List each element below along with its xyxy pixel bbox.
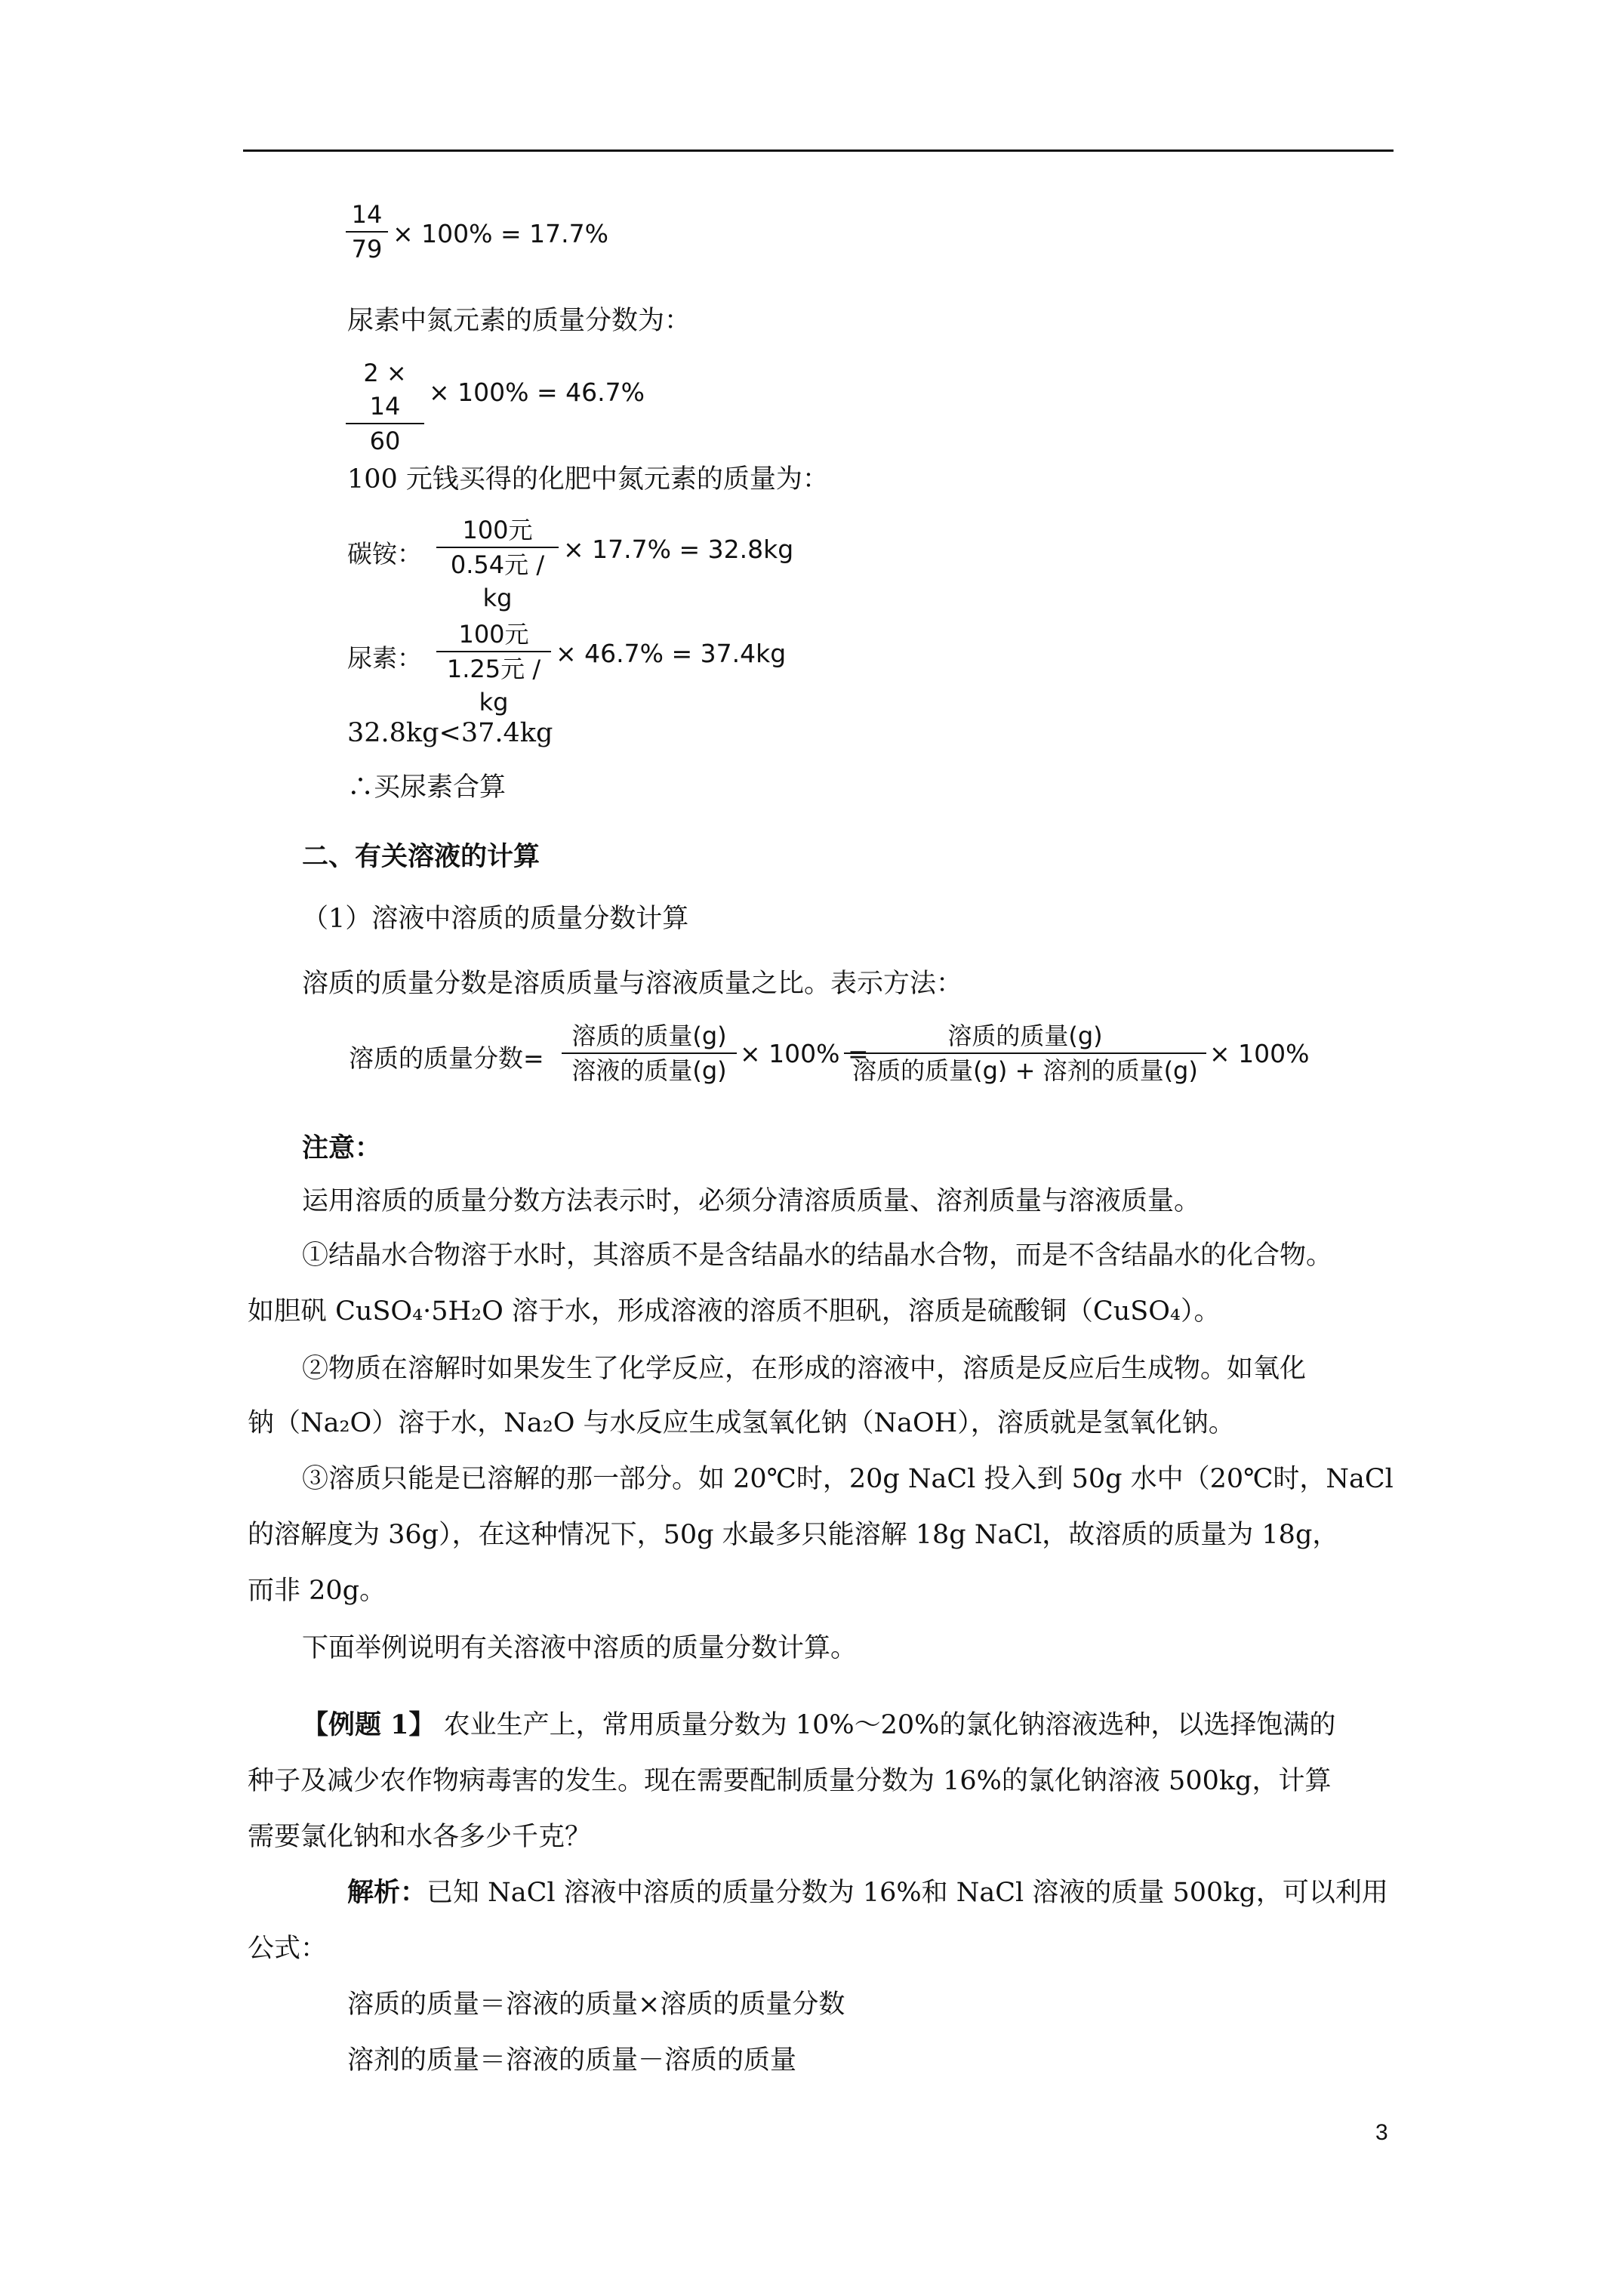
fraction-denominator: 79	[351, 235, 383, 264]
header-rule	[243, 149, 1394, 152]
note3-line2: 的溶解度为 36g），在这种情况下，50g 水最多只能溶解 18g NaCl，故溶质的质量为 18g，	[248, 1520, 1339, 1550]
fraction-denominator: 0.54元 / kg	[450, 550, 545, 612]
fraction-denominator: 溶质的质量(g) + 溶剂的质量(g)	[852, 1056, 1198, 1085]
formula-solvent: 溶剂的质量＝溶液的质量－溶质的质量	[347, 2045, 797, 2076]
formula-tail: × 100%	[1209, 1039, 1310, 1068]
example-text: 农业生产上，常用质量分数为 10%～20%的氯化钠溶液选种，以选择饱满的	[435, 1710, 1336, 1740]
fraction-denominator: 溶液的质量(g)	[571, 1056, 727, 1085]
fraction-numerator: 2 × 14	[363, 359, 407, 421]
fraction-numerator: 溶质的质量(g)	[571, 1022, 727, 1050]
fraction-urea	[346, 356, 424, 458]
fraction-niao	[436, 618, 551, 719]
urea-label: 尿素中氮元素的质量分数为：	[347, 306, 691, 336]
conclusion-line: ∴买尿素合算	[347, 772, 507, 803]
section-heading: 二、有关溶液的计算	[302, 841, 540, 872]
fraction-numerator: 100元	[462, 516, 533, 544]
analysis-line1	[347, 1875, 1388, 1910]
example1-line1	[302, 1708, 1335, 1743]
per100-label: 100 元钱买得的化肥中氮元素的质量为：	[347, 464, 829, 495]
fraction-formula-2	[844, 1019, 1206, 1087]
page-number: 3	[1375, 2120, 1388, 2145]
analysis-label: 解析：	[347, 1877, 427, 1908]
example-intro: 下面举例说明有关溶液中溶质的质量分数计算。	[302, 1633, 858, 1663]
equation-rhs: × 46.7% = 37.4kg	[556, 639, 787, 668]
note2-line2: 钠（Na₂O）溶于水，Na₂O 与水反应生成氢氧化钠（NaOH），溶质就是氢氧化钠。	[248, 1408, 1235, 1438]
note-intro: 运用溶质的质量分数方法表示时，必须分清溶质质量、溶剂质量与溶液质量。	[302, 1186, 1201, 1216]
subsection-title: （1）溶液中溶质的质量分数计算	[302, 904, 689, 934]
note-title: 注意：	[302, 1133, 382, 1163]
example-label: 【例题 1】	[302, 1709, 436, 1740]
analysis-line2: 公式：	[248, 1934, 328, 1964]
note3-line3: 而非 20g。	[248, 1576, 387, 1606]
formula-mid: × 100% =	[740, 1039, 869, 1068]
note2-line1: ②物质在溶解时如果发生了化学反应，在形成的溶液中，溶质是反应后生成物。如氧化	[302, 1354, 1307, 1384]
tan-label: 碳铵：	[347, 539, 422, 569]
fraction-numerator: 100元	[458, 620, 529, 649]
fraction-nh4hco3	[346, 198, 388, 266]
note1-line1: ①结晶水合物溶于水时，其溶质不是含结晶水的结晶水合物，而是不含结晶水的化合物。	[302, 1240, 1333, 1271]
fraction-denominator: 60	[369, 427, 401, 455]
analysis-text: 已知 NaCl 溶液中溶质的质量分数为 16%和 NaCl 溶液的质量 500kg，可以利用	[427, 1878, 1388, 1908]
example1-line3: 需要氯化钠和水各多少千克？	[248, 1822, 592, 1852]
fraction-denominator: 1.25元 / kg	[446, 655, 541, 717]
example1-line2: 种子及减少农作物病毒害的发生。现在需要配制质量分数为 16%的氯化钠溶液 500kg，计算	[248, 1766, 1332, 1796]
equation-rhs: × 100% = 17.7%	[393, 219, 608, 248]
equation-rhs: × 100% = 46.7%	[429, 378, 645, 407]
fraction-numerator: 溶质的质量(g)	[947, 1022, 1103, 1050]
compare-line: 32.8kg<37.4kg	[347, 718, 553, 748]
definition-line: 溶质的质量分数是溶质质量与溶液质量之比。表示方法：	[302, 969, 963, 999]
fraction-tan	[436, 513, 559, 615]
formula-lhs: 溶质的质量分数=	[349, 1043, 544, 1073]
note3-line1: ③溶质只能是已溶解的那一部分。如 20℃时，20g NaCl 投入到 50g 水中（20℃时，NaCl	[302, 1464, 1394, 1494]
fraction-numerator: 14	[351, 200, 383, 229]
equation-rhs: × 17.7% = 32.8kg	[563, 535, 794, 564]
formula-solute: 溶质的质量＝溶液的质量×溶质的质量分数	[347, 1989, 845, 2020]
note1-line2: 如胆矾 CuSO₄·5H₂O 溶于水，形成溶液的溶质不胆矾，溶质是硫酸铜（CuSO₄）。	[248, 1296, 1221, 1327]
fraction-formula-1	[562, 1019, 737, 1087]
niao-label: 尿素：	[347, 643, 422, 673]
